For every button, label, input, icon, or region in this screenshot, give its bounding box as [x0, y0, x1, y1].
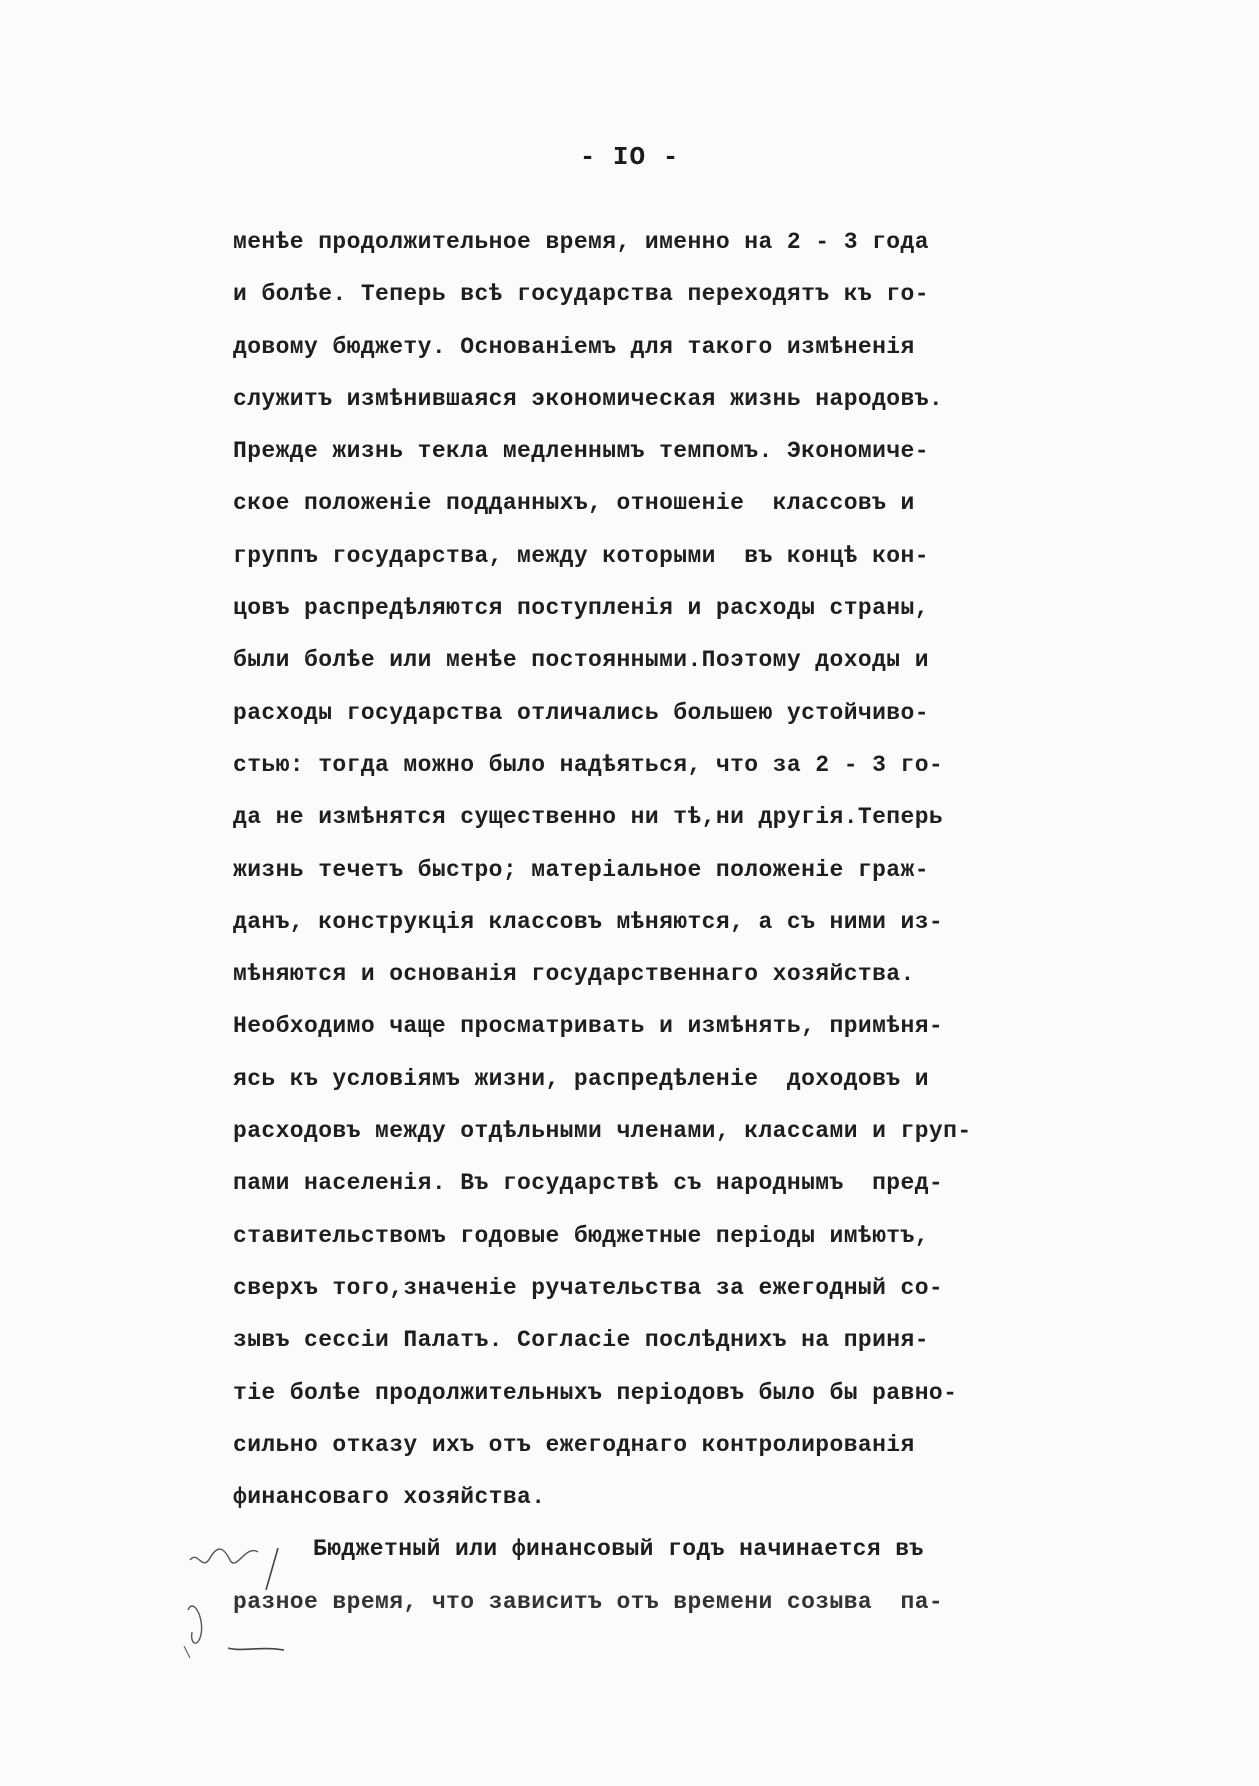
- text-line: расходы государства отличались большею устойчиво-: [233, 699, 929, 726]
- text-line: стью: тогда можно было надѣяться, что за 2 - 3 го-: [233, 751, 944, 778]
- text-line: расходовъ между отдѣльными членами, классами и груп-: [233, 1118, 972, 1145]
- text-line: разное время, что зависитъ отъ времени созыва па-: [233, 1588, 944, 1615]
- text-line: Необходимо чаще просматривать и измѣнять, примѣня-: [233, 1013, 944, 1040]
- text-line: Прежде жизнь текла медленнымъ темпомъ. Экономиче-: [233, 438, 929, 465]
- text-line: мѣняются и основанiя государственнаго хозяйства.: [233, 961, 915, 988]
- paragraph-start-line: Бюджетный или финансовый годъ начинается въ: [313, 1536, 924, 1563]
- text-line: были болѣе или менѣе постоянными.Поэтому доходы и: [233, 647, 929, 674]
- text-line: менѣе продолжительное время, именно на 2 - 3 года: [233, 229, 929, 255]
- text-line: группъ государства, между которыми въ концѣ кон-: [233, 542, 929, 569]
- text-line: сверхъ того,значенiе ручательства за ежегодный со-: [233, 1274, 944, 1301]
- text-line: служитъ измѣнившаяся экономическая жизнь народовъ.: [233, 385, 944, 412]
- text-line: ставительствомъ годовые бюджетные перiоды имѣютъ,: [233, 1222, 929, 1249]
- text-line: данъ, конструкцiя классовъ мѣняются, а съ ними из-: [233, 908, 944, 935]
- text-line: финансоваго хозяйства.: [233, 1484, 546, 1511]
- page-number: - IO -: [579, 142, 680, 172]
- text-line: зывъ сессiи Палатъ. Согласiе послѣднихъ на приня-: [233, 1327, 929, 1354]
- text-line: ясь къ условiямъ жизни, распредѣленiе доходовъ и: [233, 1065, 929, 1092]
- text-line: да не измѣнятся существенно ни тѣ,ни другiя.Теперь: [233, 804, 944, 831]
- text-line: пами населенiя. Въ государствѣ съ народнымъ пред-: [233, 1170, 944, 1197]
- text-line: тiе болѣе продолжительныхъ перiодовъ было бы равно-: [233, 1379, 958, 1406]
- text-line: жизнь течетъ быстро; матерiальное положенiе граж-: [233, 856, 929, 883]
- text-line: и болѣе. Теперь всѣ государства переходятъ къ го-: [233, 281, 929, 308]
- text-line: ское положенiе подданныхъ, отношенiе классовъ и: [233, 490, 915, 517]
- text-line: довому бюджету. Основанiемъ для такого измѣненiя: [233, 333, 915, 360]
- text-line: сильно отказу ихъ отъ ежегоднаго контролированiя: [233, 1431, 915, 1458]
- text-line: цовъ распредѣляются поступленiя и расходы страны,: [233, 595, 929, 622]
- handwritten-margin-mark: [180, 1530, 330, 1660]
- body-text: [233, 216, 1053, 1628]
